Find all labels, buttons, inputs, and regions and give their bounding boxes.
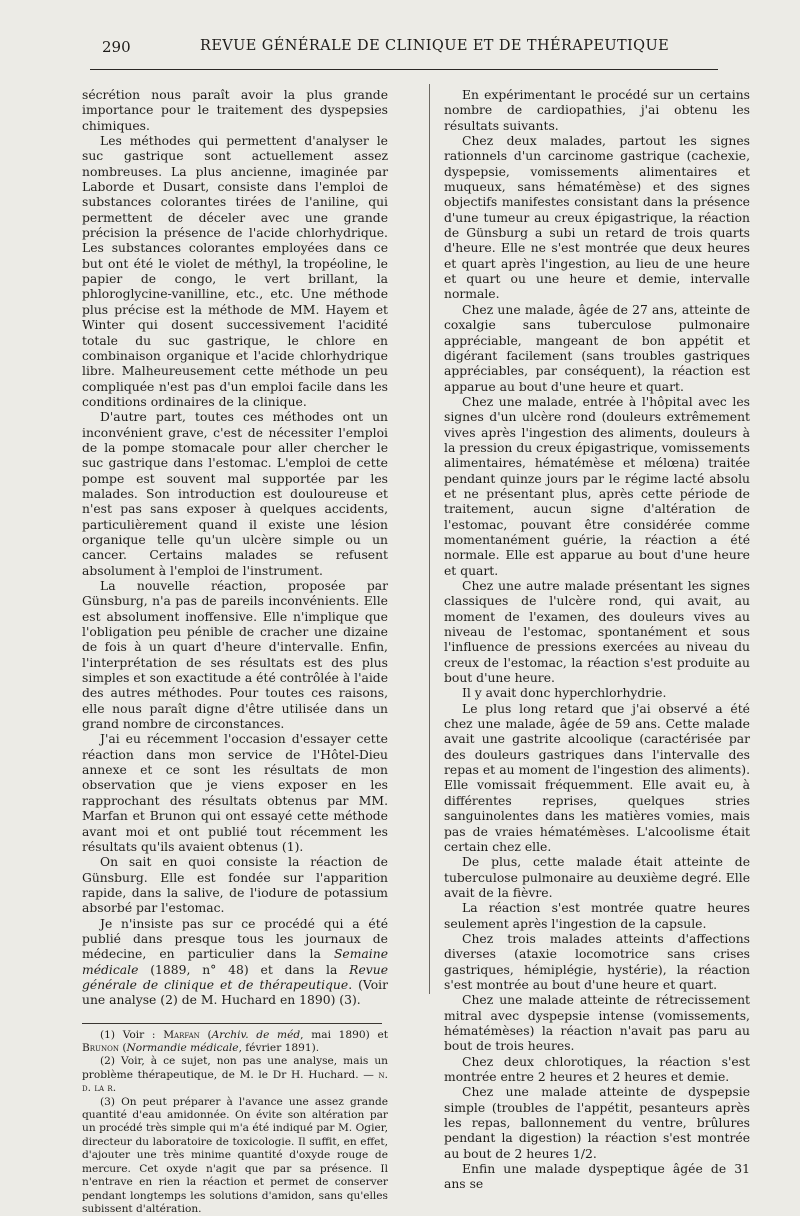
running-title: REVUE GÉNÉRALE DE CLINIQUE ET DE THÉRAPEUTIQUE [200, 38, 670, 54]
author-name: Marfan [163, 1028, 200, 1041]
journal-title: Semaine médicale [82, 947, 388, 977]
journal-title: Archiv. de méd [211, 1028, 301, 1041]
left-column [82, 88, 388, 1216]
text-run: ( [199, 1028, 212, 1041]
paragraph: sécrétion nous paraît avoir la plus grande importance pour le traitement des dyspepsies chimiques. [82, 88, 388, 133]
column-divider [429, 84, 430, 994]
paragraph: De plus, cette malade était atteinte de tuberculose pulmonaire au deuxième degré. Elle avait de la fièvre. [444, 855, 750, 900]
text-run: (2) Voir, à ce sujet, non pas une analyse, mais un problème thérapeutique, de M. le Dr H. Huchard. — [82, 1055, 388, 1081]
paragraph: Chez une autre malade présentant les signes classiques de l'ulcère rond, qui avait, au moment de l'examen, des douleurs vives au niveau de l'estomac, spontanément et sous l'influence de pressions exercées au niveau du creux de l'estomac, la réaction s'est produite au bout d'une heure. [444, 579, 750, 686]
footnote [82, 1055, 388, 1095]
paragraph: Il y avait donc hyperchlorhydrie. [462, 686, 667, 701]
paragraph: Chez trois malades atteints d'affections diverses (ataxie locomotrice sans crises gastriques, hémiplégie, hystérie), la réaction s'est montrée au bout d'une heure et quart. [444, 931, 750, 992]
paragraph: On sait en quoi consiste la réaction de Günsburg. Elle est fondée sur l'apparition rapide, dans la salive, de l'iodure de potassium absorbé par l'estomac. [82, 855, 388, 916]
paragraph: La réaction s'est montrée quatre heures seulement après l'ingestion de la capsule. [444, 901, 750, 931]
text-run: . (Voir une analyse (2) de M. Huchard en 1890) (3). [82, 977, 388, 1008]
text-run: , février 1891). [238, 1042, 320, 1055]
paragraph [82, 917, 388, 1009]
text-run: Je n'insiste pas sur ce procédé qui a été publié dans presque tous les journaux de médecine, en particulier dans la [82, 916, 388, 962]
page-number: 290 [102, 38, 131, 56]
page-header [82, 38, 722, 62]
footnote: (3) On peut préparer à l'avance une assez grande quantité d'eau amidonnée. On évite son altération par un procédé très simple qui m'a été indiqué par M. Ogier, directeur du laboratoire de toxicologie. Il suffit, en effet, d'ajouter une très minime quantité d'oxyde rouge de mercure. Cet oxyde n'agit que par sa présence. Il n'entrave en rien la réaction et permet de conserver pendant longtemps les solutions d'amidon, sans qu'elles subissent d'altération. [82, 1095, 388, 1215]
footnote-rule [82, 1023, 382, 1024]
paragraph: Enfin une malade dyspeptique âgée de 31 ans se [444, 1162, 750, 1192]
paragraph: Le plus long retard que j'ai observé a été chez une malade, âgée de 59 ans. Cette malade avait une gastrite alcoolique (caractérisée par des douleurs gastriques dans l'intervalle des repas et au moment de l'ingestion des aliments). Elle vomissait fréquemment. Elle avait eu, à différentes reprises, quelques stries sanguinolentes dans les matières vomies, mais pas de vraies hématémèses. L'alcoolisme était certain chez elle. [444, 701, 750, 854]
paragraph: D'autre part, toutes ces méthodes ont un inconvénient grave, c'est de nécessiter l'emploi de la pompe stomacale pour aller chercher le suc gastrique dans l'estomac. L'emploi de cette pompe est souvent mal supportée par les malades. Son introduction est douloureuse et n'est pas sans exposer à quelques accidents, particulièrement quand il existe une lésion organique telle qu'un ulcère simple ou un cancer. Certains malades se refusent absolument à l'emploi de l'instrument. [82, 410, 388, 578]
paragraph: Chez une malade atteinte de dyspepsie simple (troubles de l'appétit, pesanteurs après les repas, ballonnement du ventre, brûlures pendant la digestion) la réaction s'est montrée au bout de 2 heures 1/2. [444, 1085, 750, 1161]
paragraph: J'ai eu récemment l'occasion d'essayer cette réaction dans mon service de l'Hôtel-Dieu annexe et ce sont les résultats de mon observation que je viens exposer en les rapprochant des résultats obtenus par MM. Marfan et Brunon qui ont essayé cette méthode avant moi et ont publié tout récemment les résultats qu'ils avaient obtenus (1). [82, 732, 388, 854]
footnote [82, 1029, 388, 1056]
header-rule [90, 69, 718, 70]
text-run: ( [118, 1042, 127, 1055]
paragraph: En expérimentant le procédé sur un certains nombre de cardiopathies, j'ai obtenu les résultats suivants. [444, 88, 750, 133]
paragraph: Les méthodes qui permettent d'analyser le suc gastrique sont actuellement assez nombreuses. La plus ancienne, imaginée par Laborde et Dusart, consiste dans l'emploi de substances colorantes tirées de l'aniline, qui permettent de déceler avec une grande précision la présence de l'acide chlorhydrique. Les substances colorantes employées dans ce but ont été le violet de méthyl, la tropéoline, le papier de congo, le vert brillant, la phloroglycine-vanilline, etc., etc. Une méthode plus précise est la méthode de MM. Hayem et Winter qui dosent successivement l'acidité totale du suc gastrique, le chlore en combinaison organique et l'acide chlorhydrique libre. Malheureusement cette méthode un peu compliquée n'est pas d'un emploi facile dans les conditions ordinaires de la clinique. [82, 134, 388, 409]
right-column [444, 88, 750, 1193]
paragraph: Chez une malade, entrée à l'hôpital avec les signes d'un ulcère rond (douleurs extrêmement vives après l'ingestion des aliments, douleurs à la pression du creux épigastrique, vomissements alimentaires, hématémèse et mélœna) traitée pendant quinze jours par le régime lacté absolu et ne présentant plus, après cette période de traitement, aucun signe d'altération de l'estomac, pouvant être considérée comme momentanément guérie, la réaction a été normale. Elle est apparue au bout d'une heure et quart. [444, 394, 750, 578]
text-run: (1) Voir : [100, 1028, 164, 1041]
journal-title: Normandie médicale [126, 1042, 239, 1055]
text-run: (1889, n° 48) et dans la [138, 962, 350, 977]
paragraph: La nouvelle réaction, proposée par Günsburg, n'a pas de pareils inconvénients. Elle est absolument inoffensive. Elle n'implique que l'obligation peu pénible de cracher une dizaine de fois à un quart d'heure d'intervalle. Enfin, l'interprétation de ses résultats est des plus simples et son exactitude a été contrôlée à l'aide des autres méthodes. Pour toutes ces raisons, elle nous paraît digne d'être utilisée dans un grand nombre de circonstances. [82, 579, 388, 732]
paragraph: Chez deux chlorotiques, la réaction s'est montrée entre 2 heures et 2 heures et demie. [444, 1054, 750, 1084]
editor-note: n. d. la r. [82, 1068, 388, 1095]
text-run: , mai 1890) et [300, 1028, 388, 1041]
paragraph: Chez deux malades, partout les signes rationnels d'un carcinome gastrique (cachexie, dyspepsie, vomissements alimentaires et muqueux, sans hématémèse) et des signes objectifs manifestes consistant dans la présence d'une tumeur au creux épigastrique, la réaction de Günsburg a subi un retard de trois quarts d'heure. Elle ne s'est montrée que deux heures et quart après l'ingestion, au lieu de une heure et quart ou une heure et demie, intervalle normale. [444, 134, 750, 302]
author-name: Brunon [82, 1042, 119, 1055]
paragraph: Chez une malade, âgée de 27 ans, atteinte de coxalgie sans tuberculose pulmonaire appréciable, mangeant de bon appétit et digérant facilement (sans troubles gastriques appréciables, par conséquent), la réaction est apparue au bout d'une heure et quart. [444, 302, 750, 394]
journal-title: Revue générale de clinique et de thérapeutique [82, 962, 388, 992]
paragraph: Chez une malade atteinte de rétrecissement mitral avec dyspepsie intense (vomissements, hématémèses) la réaction n'avait pas paru au bout de trois heures. [444, 993, 750, 1054]
